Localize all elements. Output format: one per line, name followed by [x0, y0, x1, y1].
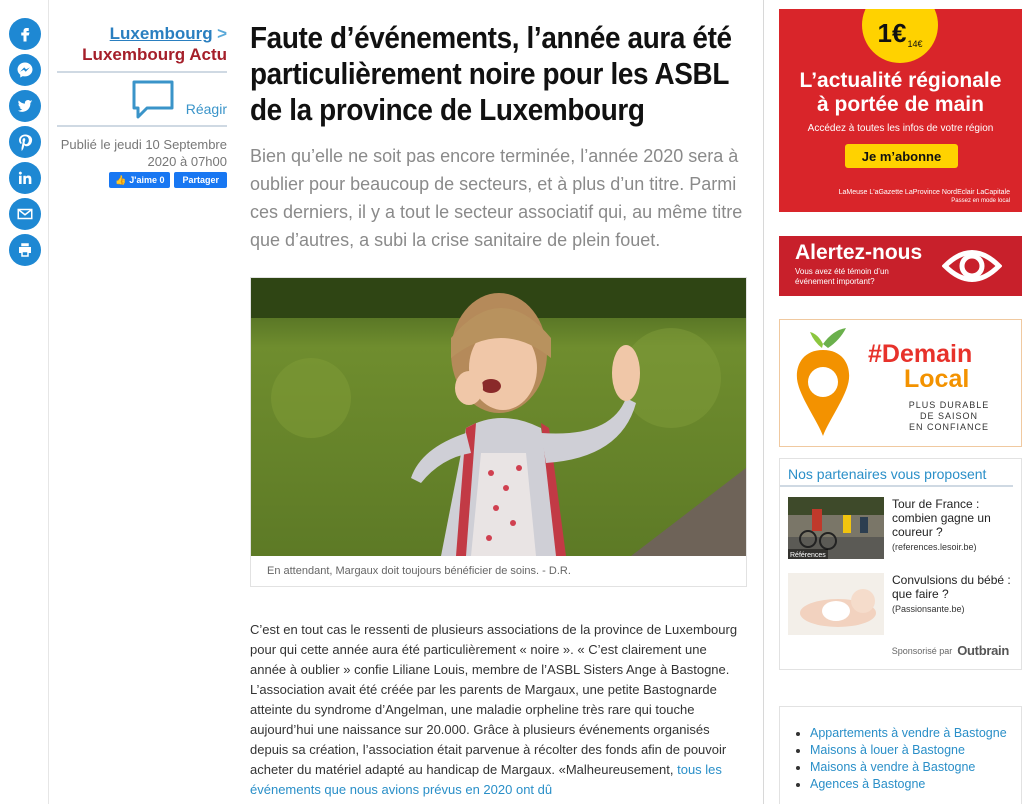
- article-body: [250, 620, 745, 800]
- sponsored-by[interactable]: [892, 643, 1009, 658]
- comment-icon: [131, 79, 175, 121]
- price-badge: [862, 9, 938, 63]
- price-old: 14€: [907, 39, 923, 49]
- price-value: 1€: [877, 18, 907, 48]
- alert-ad[interactable]: [779, 236, 1022, 296]
- subscribe-headline: [779, 69, 1022, 117]
- link-item[interactable]: • Appartements à vendre à Bastogne: [810, 725, 1011, 742]
- real-estate-links: [779, 706, 1022, 804]
- article-title: Faute d’événements, l’année aura été particulièrement noire pour les ASBL de la province de Luxembourg: [250, 20, 732, 127]
- outbrain-logo: Outbrain: [957, 643, 1009, 658]
- article-body-link[interactable]: tous les événements que nous avions prévus en 2020 ont dû: [250, 762, 722, 797]
- article-meta: [57, 24, 227, 188]
- link-item[interactable]: • Maisons à louer à Bastogne: [810, 742, 1011, 759]
- demain-hashtag: #Demain: [868, 340, 973, 368]
- twitter-icon: [16, 97, 34, 115]
- article-lead: Bien qu’elle ne soit pas encore terminée, l’année 2020 sera à oublier pour beaucoup de secteurs, et à plus d’un titre. Parmi ces derniers, il y a tout le secteur associatif qui, au même titre que d’autres, a subi la crise sanitaire de plein fouet.: [250, 146, 743, 250]
- subscribe-ad[interactable]: [779, 9, 1022, 212]
- facebook-like-button[interactable]: [109, 172, 170, 188]
- publication-date-line1: Publié le jeudi 10 Septembre: [60, 137, 227, 152]
- partner-item[interactable]: [788, 573, 1013, 637]
- linkedin-icon: [16, 169, 34, 187]
- messenger-share-button[interactable]: [9, 54, 41, 86]
- thumbs-up-icon: 👍: [115, 174, 127, 185]
- partner-thumbnail-baby: [788, 573, 884, 635]
- breadcrumb: [57, 24, 227, 65]
- subscribe-button[interactable]: Je m’abonne: [845, 144, 958, 168]
- facebook-icon: [16, 25, 34, 43]
- subscribe-headline-1: L’actualité régionale: [799, 69, 1002, 92]
- print-icon: [16, 241, 34, 259]
- photo-caption: En attendant, Margaux doit toujours bénéficier de soins. - D.R.: [267, 565, 571, 577]
- partner-widget: [779, 458, 1022, 670]
- local-tagline-3: EN CONFIANCE: [908, 422, 989, 432]
- partner-item-source: (Passionsante.be): [892, 604, 965, 614]
- breadcrumb-section-link[interactable]: Luxembourg: [109, 24, 213, 43]
- facebook-like-label: J'aime 0: [129, 175, 165, 185]
- react-button[interactable]: [57, 73, 227, 125]
- article-header: [250, 20, 750, 254]
- publication-date: [57, 136, 227, 170]
- partner-heading: Nos partenaires vous proposent: [780, 459, 1013, 487]
- linkedin-share-button[interactable]: [9, 162, 41, 194]
- subscribe-brands-sub: Passez en mode local: [951, 198, 1010, 204]
- breadcrumb-subsection[interactable]: Luxembourg Actu: [82, 45, 227, 64]
- print-button[interactable]: [9, 234, 41, 266]
- alert-subtext: Vous avez été témoin d’un événement important?: [795, 267, 889, 286]
- partner-item-source: (references.lesoir.be): [892, 542, 977, 552]
- subscribe-subtext: Accédez à toutes les infos de votre région: [807, 123, 994, 134]
- meta-divider-2: [57, 125, 227, 127]
- partner-thumbnail-cycling: [788, 497, 884, 559]
- messenger-icon: [16, 61, 34, 79]
- react-label: Réagir: [185, 101, 227, 117]
- local-tagline: [894, 400, 1004, 433]
- partner-item-text: [892, 497, 1012, 554]
- subscribe-brands: [779, 189, 1022, 204]
- link-item[interactable]: • Maisons à vendre à Bastogne: [810, 759, 1011, 776]
- subscribe-brands-list: LaMeuse L'aGazette LaProvince NordEclair LaCapitale: [838, 189, 1010, 196]
- alert-headline: Alertez-nous: [795, 241, 923, 264]
- pinterest-icon: [16, 133, 34, 151]
- local-tagline-1: PLUS DURABLE: [908, 400, 990, 410]
- sponsored-label: Sponsorisé par: [891, 645, 953, 656]
- article-body-text: C’est en tout cas le ressenti de plusieurs associations de la province de Luxembourg pour qui cette année aura été particulièrement « noire ». « C’est clairement une année à oublier » confie Liliane Louis, membre de l’ASBL Sisters Ange à Bastogne. L’association avait été créée par les parents de Margaux, une petite Bastognarde atteinte du syndrome d’Angelman, une maladie orpheline très rare qui touche aujourd’hui une naissance sur 20.000. Grâce à plusieurs événements organisés depuis sa création, l’association était parvenue à récolter des fonds afin de pouvoir acheter du matériel adapté au handicap de Margaux. «Malheureusement,: [250, 622, 738, 777]
- local-tagline-2: DE SAISON: [919, 411, 978, 421]
- demain-local-ad[interactable]: [779, 319, 1022, 447]
- partner-item-text: [892, 573, 1012, 616]
- breadcrumb-separator: >: [217, 24, 227, 43]
- social-share-bar: [9, 18, 41, 270]
- email-share-button[interactable]: [9, 198, 41, 230]
- partner-item-title: Tour de France : combien gagne un coureur ?: [892, 497, 991, 539]
- publication-date-line2: 2020 à 07h00: [147, 154, 227, 169]
- email-icon: [16, 205, 34, 223]
- partner-badge: Références: [790, 552, 826, 559]
- facebook-share-button[interactable]: [9, 18, 41, 50]
- eye-icon: [942, 241, 1002, 291]
- facebook-share-label-button[interactable]: Partager: [174, 172, 227, 188]
- pinterest-share-button[interactable]: [9, 126, 41, 158]
- local-word: Local: [904, 365, 970, 393]
- twitter-share-button[interactable]: [9, 90, 41, 122]
- location-pin-icon: [788, 326, 858, 444]
- partner-item[interactable]: [788, 497, 1013, 561]
- link-item[interactable]: • Agences à Bastogne: [810, 776, 1011, 793]
- article-photo[interactable]: [251, 278, 746, 556]
- partner-item-title: Convulsions du bébé : que faire ?: [892, 573, 1011, 601]
- subscribe-ad-clip: [779, 9, 1022, 212]
- subscribe-headline-2: à portée de main: [817, 93, 984, 116]
- article-figure: [250, 277, 747, 587]
- facebook-actions: [57, 172, 227, 188]
